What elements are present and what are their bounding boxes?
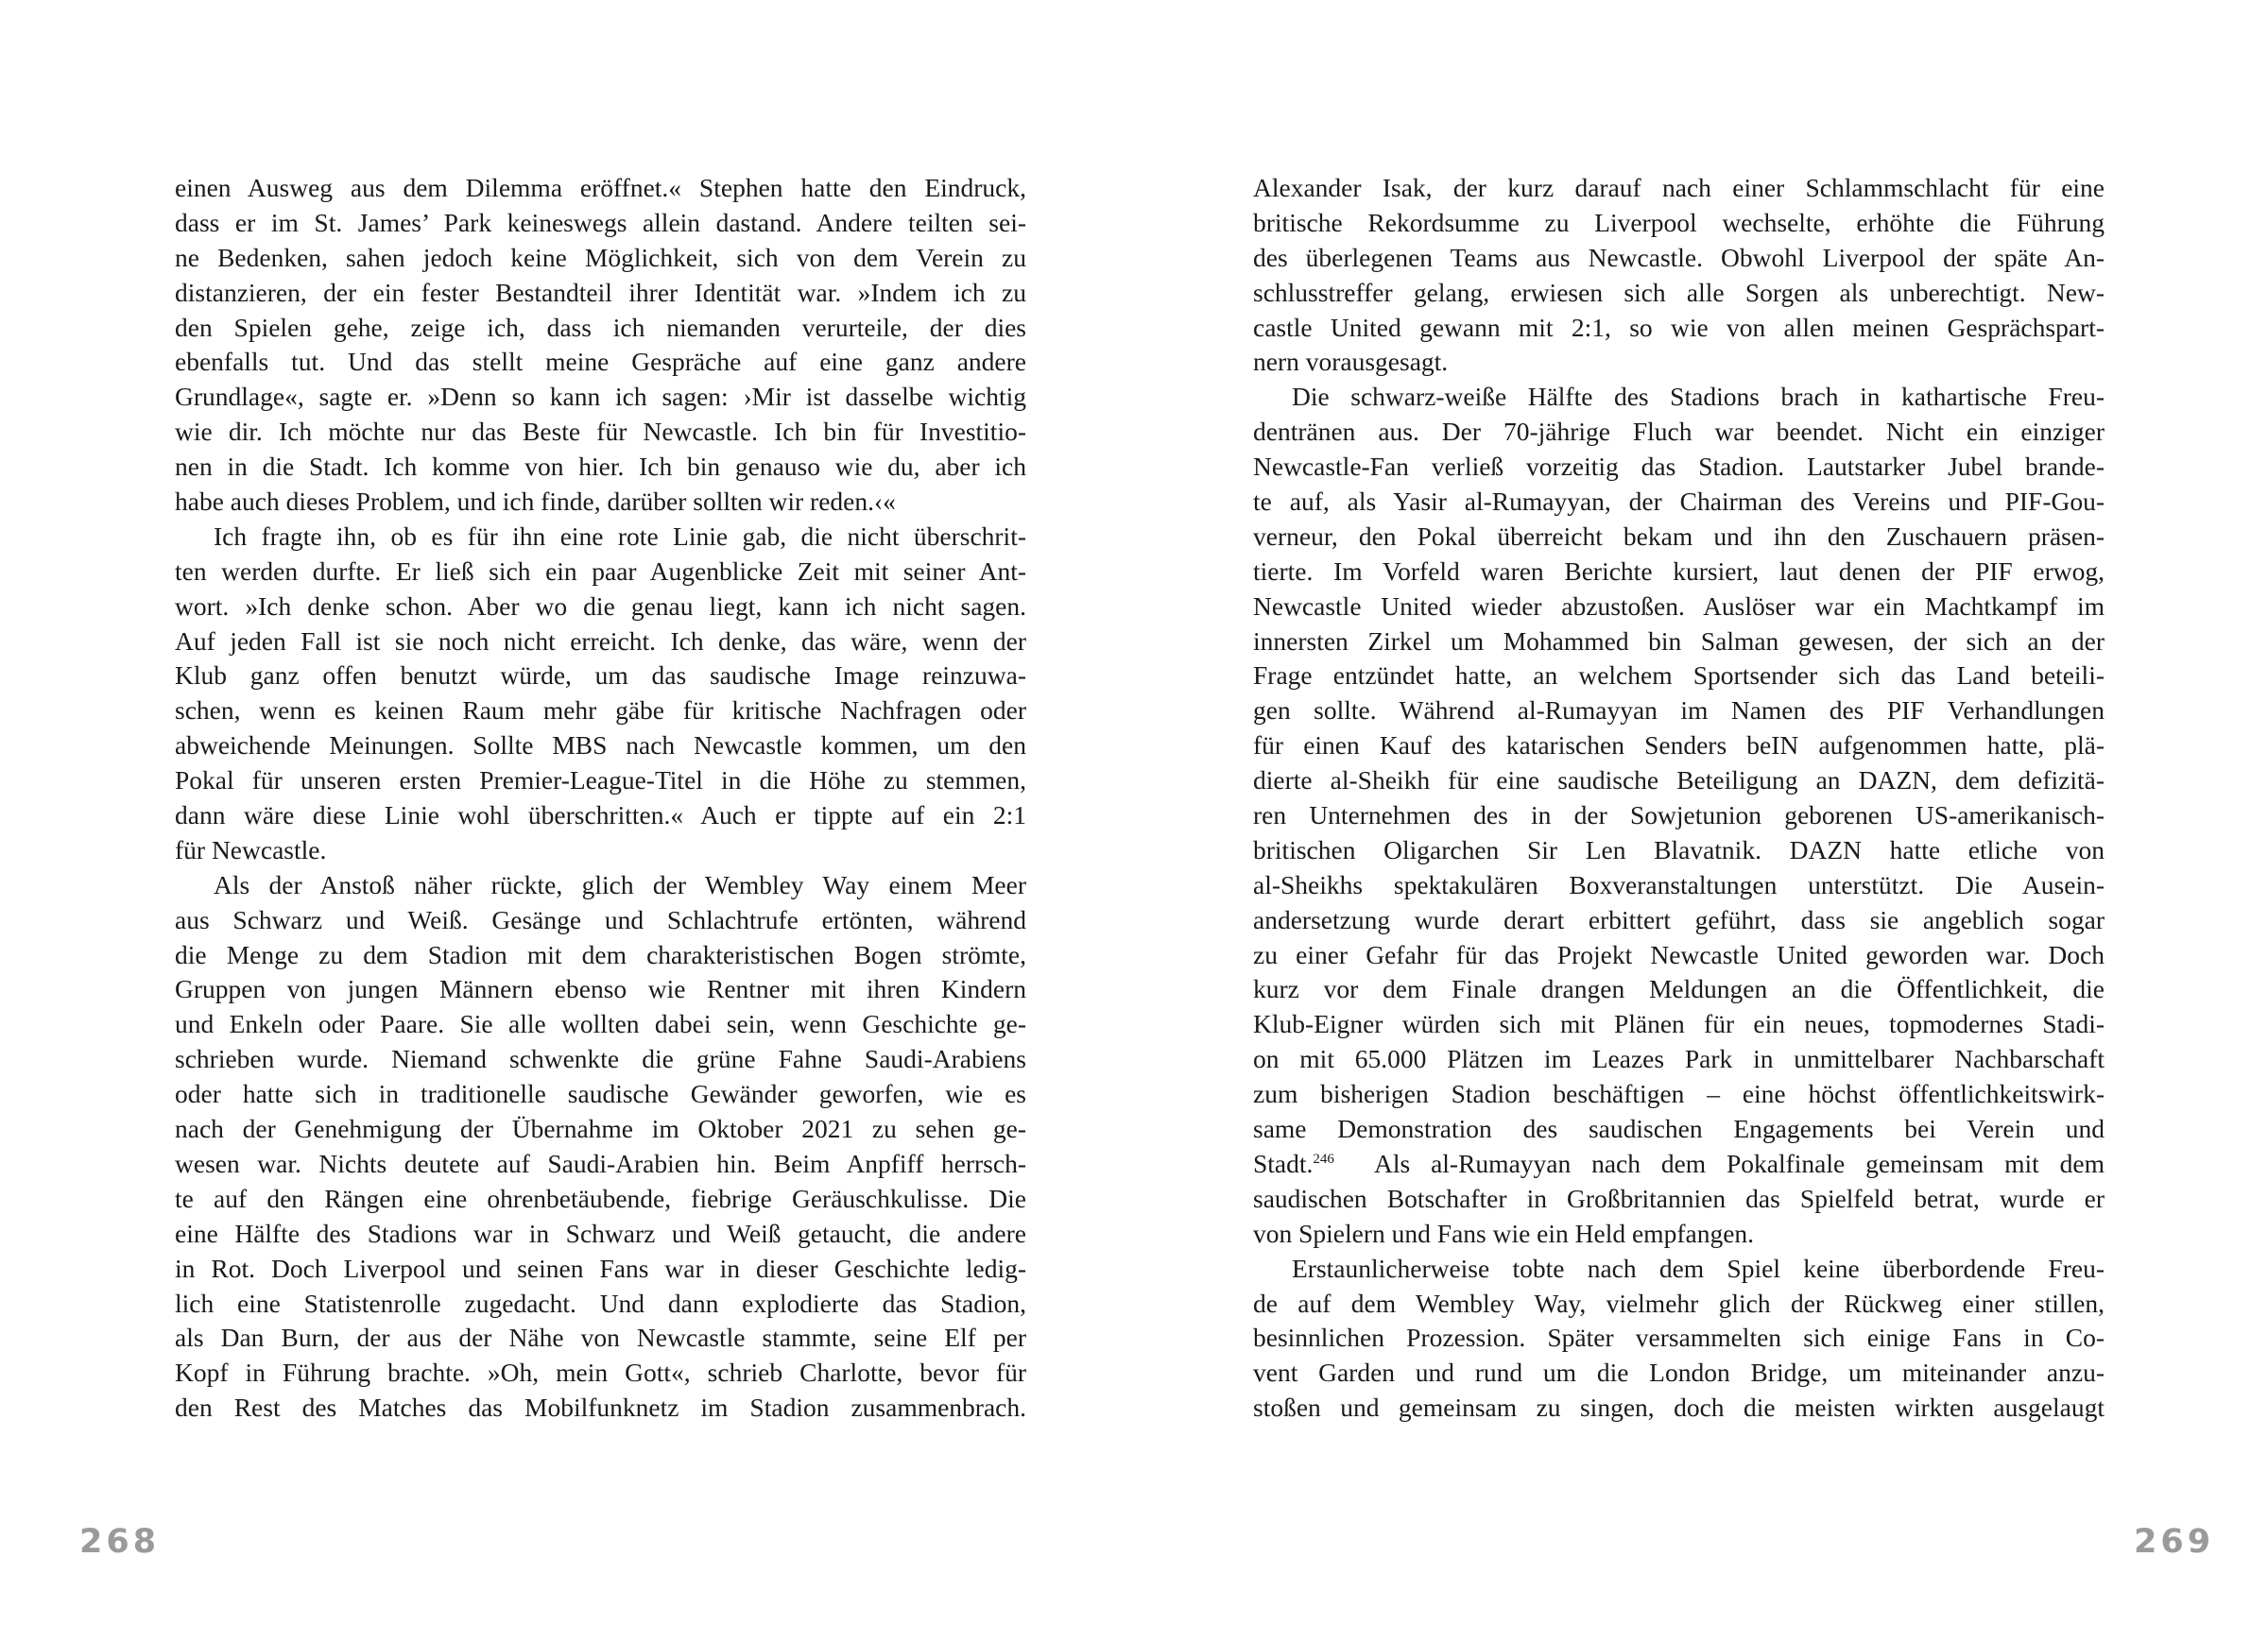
text-line: Auf jeden Fall ist sie noch nicht erreicht. Ich denke, das wäre, wenn der [175, 625, 1026, 656]
page-number: 268 [79, 1523, 161, 1561]
text-line: schrieben wurde. Niemand schwenkte die grüne Fahne Saudi-Arabiens [175, 1044, 1026, 1074]
text-line: Newcastle-Fan verließ vorzeitig das Stadion. Lautstarker Jubel brande- [1253, 452, 2105, 482]
text-line: von Spielern und Fans wie ein Held empfangen. [1253, 1218, 1755, 1248]
text-line: schlusstreffer gelang, erwiesen sich alle Sorgen als unberechtigt. New- [1253, 277, 2105, 307]
text-line: zu einer Gefahr für das Projekt Newcastle United geworden war. Doch [1253, 939, 2105, 969]
text-segment: Stadt. [1253, 1148, 1314, 1178]
text-line: abweichende Meinungen. Sollte MBS nach Newcastle kommen, um den [175, 730, 1026, 761]
paragraph [1253, 1252, 2105, 1426]
text-line: oder hatte sich in traditionelle saudische Gewänder geworfen, wie es [175, 1079, 1026, 1109]
text-line: al-Sheikhs spektakulären Boxveranstaltungen unterstützt. Die Ausein- [1253, 869, 2105, 899]
text-line: de auf dem Wembley Way, vielmehr glich der Rückweg einer stillen, [1253, 1288, 2105, 1318]
text-line: Pokal für unseren ersten Premier-League-Titel in die Höhe zu stemmen, [175, 765, 1026, 795]
text-line: für Newcastle. [175, 834, 327, 864]
left-page-text-column [175, 171, 1026, 1426]
text-line: tierte. Im Vorfeld waren Berichte kursiert, laut denen der PIF erwog, [1253, 556, 2105, 586]
right-page [1134, 0, 2268, 1625]
text-line: zum bisherigen Stadion beschäftigen – eine höchst öffentlichkeitswirk- [1253, 1079, 2105, 1109]
text-line: te auf, als Yasir al-Rumayyan, der Chairman des Vereins und PIF-Gou- [1253, 487, 2105, 517]
text-line: dierte al-Sheikh für eine saudische Beteiligung an DAZN, dem defizitä- [1253, 765, 2105, 795]
text-line: die Menge zu dem Stadion mit dem charakteristischen Bogen strömte, [175, 939, 1026, 969]
text-line [1253, 1147, 2105, 1182]
text-line: einen Ausweg aus dem Dilemma eröffnet.« Stephen hatte den Eindruck, [175, 173, 1026, 202]
text-line: Klub-Eigner würden sich mit Plänen für ein neues, topmodernes Stadi- [1253, 1009, 2105, 1039]
right-page-text-column [1253, 171, 2105, 1426]
footnote-reference[interactable]: 246 [1313, 1151, 1334, 1167]
text-line: Kopf in Führung brachte. »Oh, mein Gott«, schrieb Charlotte, bevor für [175, 1358, 1026, 1388]
text-line: lich eine Statistenrolle zugedacht. Und dann explodierte das Stadion, [175, 1288, 1026, 1318]
text-line: nen in die Stadt. Ich komme von hier. Ich bin genauso wie du, aber ich [175, 452, 1026, 482]
text-line: wie dir. Ich möchte nur das Beste für Newcastle. Ich bin für Investitio- [175, 417, 1026, 447]
text-line: wesen war. Nichts deutete auf Saudi-Arabien hin. Beim Anpfiff herrsch- [175, 1148, 1026, 1178]
text-line: besinnlichen Prozession. Später versammelten sich einige Fans in Co- [1253, 1323, 2105, 1353]
text-line: nach der Genehmigung der Übernahme im Oktober 2021 zu sehen ge- [175, 1114, 1026, 1144]
text-line: wort. »Ich denke schon. Aber wo die genau liegt, kann ich nicht sagen. [175, 590, 1026, 621]
text-segment: Als al-Rumayyan nach dem Pokalfinale gemeinsam mit dem [1333, 1148, 2105, 1178]
text-line: schen, wenn es keinen Raum mehr gäbe für kritische Nachfragen oder [175, 695, 1026, 726]
text-line: te auf den Rängen eine ohrenbetäubende, fiebrige Geräuschkulisse. Die [175, 1183, 1026, 1213]
text-line: britischen Oligarchen Sir Len Blavatnik. DAZN hatte etliche von [1253, 834, 2105, 864]
text-line: verneur, den Pokal überreicht bekam und ihn den Zuschauern präsen- [1253, 521, 2105, 551]
paragraph [1253, 380, 2105, 1251]
text-line: und Enkeln oder Paare. Sie alle wollten dabei sein, wenn Geschichte ge- [175, 1009, 1026, 1039]
text-line: den Rest des Matches das Mobilfunknetz im Stadion zusammenbrach. [175, 1393, 1026, 1423]
text-line: Als der Anstoß näher rückte, glich der Wembley Way einem Meer [214, 869, 1026, 899]
text-line: des überlegenen Teams aus Newcastle. Obwohl Liverpool der späte An- [1253, 242, 2105, 272]
text-line: ren Unternehmen des in der Sowjetunion geborenen US-amerikanisch- [1253, 800, 2105, 830]
paragraph [1253, 171, 2105, 380]
text-line: Klub ganz offen benutzt würde, um das saudische Image reinzuwa- [175, 660, 1026, 691]
text-line: Erstaunlicherweise tobte nach dem Spiel keine überbordende Freu- [1292, 1253, 2105, 1283]
text-line: andersetzung wurde derart erbittert geführt, dass sie angeblich sogar [1253, 904, 2105, 934]
paragraph [175, 520, 1026, 868]
text-line: aus Schwarz und Weiß. Gesänge und Schlachtrufe ertönten, während [175, 904, 1026, 934]
text-line: on mit 65.000 Plätzen im Leazes Park in unmittelbarer Nachbarschaft [1253, 1044, 2105, 1074]
paragraph [175, 171, 1026, 520]
text-line: den Spielen gehe, zeige ich, dass ich niemanden verurteile, der dies [175, 312, 1026, 342]
text-line: stoßen und gemeinsam zu singen, doch die meisten wirkten ausgelaugt [1253, 1393, 2105, 1423]
text-line: same Demonstration des saudischen Engagements bei Verein und [1253, 1114, 2105, 1144]
text-line: dentränen aus. Der 70-jährige Fluch war beendet. Nicht ein einziger [1253, 417, 2105, 447]
text-line: distanzieren, der ein fester Bestandteil ihrer Identität war. »Indem ich zu [175, 277, 1026, 307]
text-line: ten werden durfte. Er ließ sich ein paar Augenblicke Zeit mit seiner Ant- [175, 556, 1026, 586]
text-line: britische Rekordsumme zu Liverpool wechselte, erhöhte die Führung [1253, 207, 2105, 237]
text-line: ebenfalls tut. Und das stellt meine Gespräche auf eine ganz andere [175, 347, 1026, 377]
text-line: gen sollte. Während al-Rumayyan im Namen des PIF Verhandlungen [1253, 695, 2105, 726]
text-line: dann wäre diese Linie wohl überschritten.« Auch er tippte auf ein 2:1 [175, 800, 1026, 830]
text-line: Frage entzündet hatte, an welchem Sportsender sich das Land beteili- [1253, 660, 2105, 691]
text-line: innersten Zirkel um Mohammed bin Salman gewesen, der sich an der [1253, 625, 2105, 656]
text-line: nern vorausgesagt. [1253, 347, 1449, 377]
text-line: Gruppen von jungen Männern ebenso wie Rentner mit ihren Kindern [175, 974, 1026, 1004]
text-line: castle United gewann mit 2:1, so wie von allen meinen Gesprächspart- [1253, 312, 2105, 342]
text-line: vent Garden und rund um die London Bridge, um miteinander anzu- [1253, 1358, 2105, 1388]
text-line: dass er im St. James’ Park keineswegs allein dastand. Andere teilten sei- [175, 207, 1026, 237]
text-line: eine Hälfte des Stadions war in Schwarz und Weiß getaucht, die andere [175, 1218, 1026, 1248]
text-line: als Dan Burn, der aus der Nähe von Newcastle stammte, seine Elf per [175, 1323, 1026, 1353]
paragraph [175, 868, 1026, 1426]
text-line: Newcastle United wieder abzustoßen. Auslöser war ein Machtkampf im [1253, 590, 2105, 621]
text-line: Ich fragte ihn, ob es für ihn eine rote Linie gab, die nicht überschrit- [214, 521, 1026, 551]
page-number: 269 [2134, 1523, 2215, 1561]
text-line: Alexander Isak, der kurz darauf nach einer Schlammschlacht für eine [1253, 173, 2105, 202]
text-line: Die schwarz-weiße Hälfte des Stadions brach in kathartische Freu- [1292, 382, 2105, 412]
text-line: ne Bedenken, sahen jedoch keine Möglichkeit, sich von dem Verein zu [175, 242, 1026, 272]
text-line: in Rot. Doch Liverpool und seinen Fans war in dieser Geschichte ledig- [175, 1253, 1026, 1283]
text-line: habe auch dieses Problem, und ich finde, darüber sollten wir reden.‹« [175, 487, 896, 517]
text-line: für einen Kauf des katarischen Senders beIN aufgenommen hatte, plä- [1253, 730, 2105, 761]
text-line: kurz vor dem Finale drangen Meldungen an die Öffentlichkeit, die [1253, 974, 2105, 1004]
text-line: Grundlage«, sagte er. »Denn so kann ich sagen: ›Mir ist dasselbe wichtig [175, 382, 1026, 412]
text-line: saudischen Botschafter in Großbritannien das Spielfeld betrat, wurde er [1253, 1183, 2105, 1213]
